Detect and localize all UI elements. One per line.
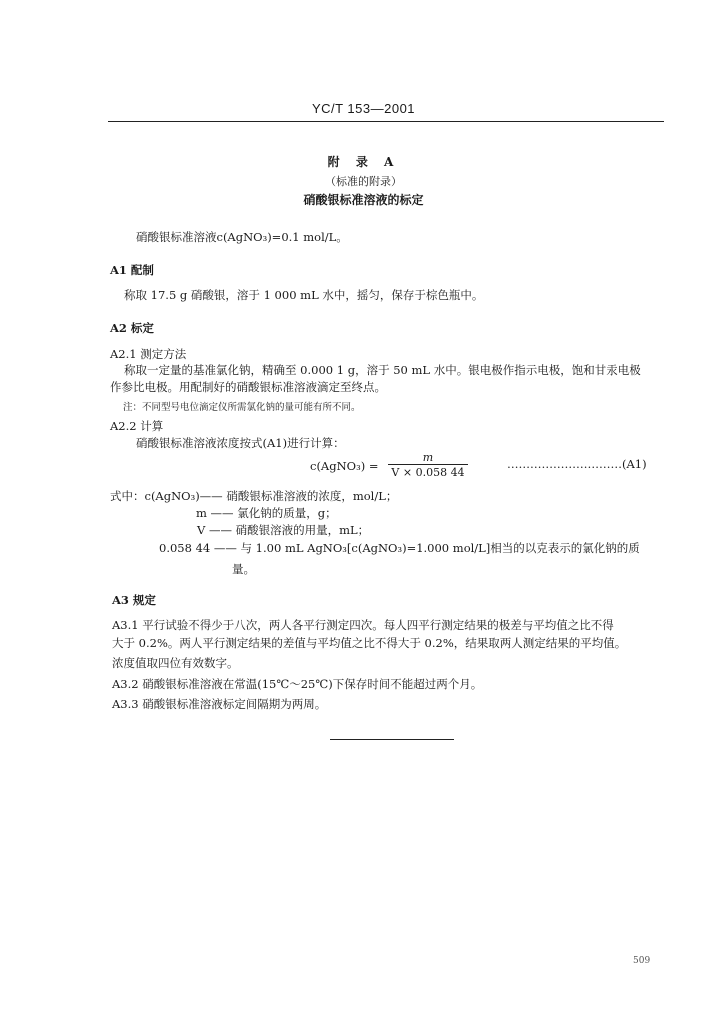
header-rule <box>108 121 664 122</box>
where-line-c: 式中：c(AgNO₃)—— 硝酸银标准溶液的浓度，mol/L； <box>110 489 398 503</box>
section-a32: A3.2 硝酸银标准溶液在常温(15℃～25℃)下保存时间不能超过两个月。 <box>112 677 483 691</box>
section-a31-line3: 浓度值取四位有效数字。 <box>112 656 239 670</box>
section-a2-heading: A2 标定 <box>110 321 154 335</box>
formula-numerator: m <box>422 451 434 464</box>
standard-header: YC/T 153—2001 <box>311 101 416 116</box>
section-a21-line2: 作参比电极。用配制好的硝酸银标准溶液滴定至终点。 <box>110 380 386 394</box>
appendix-title: 附 录 A <box>327 155 400 169</box>
page-number: 509 <box>633 956 651 966</box>
end-rule <box>330 739 454 740</box>
section-a22-text: 硝酸银标准溶液浓度按式(A1)进行计算： <box>136 436 345 450</box>
formula-denominator: V × 0.058 44 <box>388 464 468 479</box>
where-line-m: m —— 氯化钠的质量，g； <box>196 506 337 520</box>
appendix-subtitle: （标准的附录） <box>325 175 402 188</box>
section-a21-line1: 称取一定量的基准氯化钠，精确至 0.000 1 g，溶于 50 mL 水中。银电极作指示电极，饱和甘汞电极 <box>124 363 641 377</box>
section-a3-heading: A3 规定 <box>112 593 156 607</box>
formula-fraction <box>388 452 468 479</box>
section-a21-heading: A2.1 测定方法 <box>110 347 187 361</box>
section-a1-heading: A1 配制 <box>110 263 154 277</box>
section-a22-heading: A2.2 计算 <box>110 419 164 433</box>
section-a31-line1: A3.1 平行试验不得少于八次，两人各平行测定四次。每人四平行测定结果的极差与平均值之比不得 <box>112 618 614 632</box>
section-a31-line2: 大于 0.2%。两人平行测定结果的差值与平均值之比不得大于 0.2%，结果取两人测定结果的平均值。 <box>112 636 627 650</box>
formula-lhs: c(AgNO₃) = <box>310 459 379 473</box>
section-a21-note: 注：不同型号电位滴定仪所需氯化钠的量可能有所不同。 <box>123 402 361 413</box>
where-line-v: V —— 硝酸银溶液的用量，mL； <box>197 523 370 537</box>
appendix-heading: 硝酸银标准溶液的标定 <box>303 193 424 207</box>
section-a33: A3.3 硝酸银标准溶液标定间隔期为两周。 <box>112 697 327 711</box>
formula-reference: …………………………(A1) <box>507 457 647 471</box>
where-line-constant-cont: 量。 <box>232 562 255 576</box>
section-a1-text: 称取 17.5 g 硝酸银，溶于 1 000 mL 水中，摇匀，保存于棕色瓶中。 <box>124 288 484 302</box>
intro-text: 硝酸银标准溶液c(AgNO₃)=0.1 mol/L。 <box>136 230 348 244</box>
where-line-constant: 0.058 44 —— 与 1.00 mL AgNO₃[c(AgNO₃)=1.000 mol/L]相当的以克表示的氯化钠的质 <box>159 541 640 555</box>
